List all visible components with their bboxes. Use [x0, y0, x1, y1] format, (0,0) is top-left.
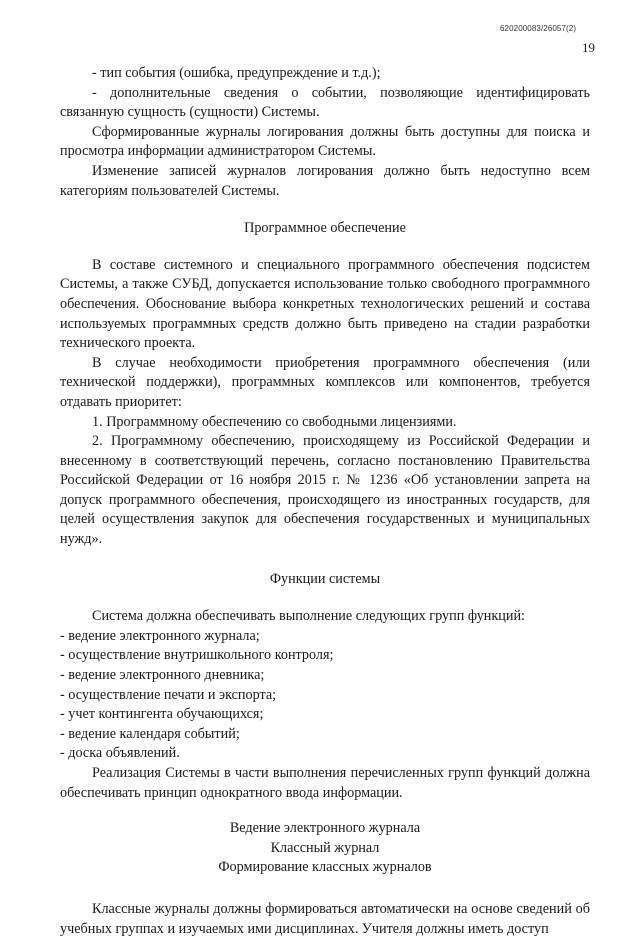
- paragraph: Реализация Системы в части выполнения перечисленных групп функций должна обеспечивать принцип однократного ввода информации.: [60, 765, 590, 801]
- list-item: 2. Программному обеспечению, происходящему из Российской Федерации и внесенному в соответствующий перечень, согласно постановлению Правительства Российской Федерации от 16 ноября 2015 г. № 1236 «Об установлении запрета на допуск программного обеспечения, происходящего из иностранных государств, для целей осуществления закупок для обеспечения государственных и муниципальных нужд».: [60, 433, 590, 548]
- section-heading-journal: Ведение электронного журнала: [229, 820, 421, 837]
- section-heading-functions: Функции системы: [269, 570, 381, 587]
- list-item: - ведение электронного журнала;: [60, 627, 260, 644]
- list-item: - осуществление печати и экспорта;: [60, 686, 277, 703]
- list-item: - ведение электронного дневника;: [60, 667, 265, 684]
- list-item: 1. Программному обеспечению со свободными лицензиями.: [92, 413, 457, 430]
- paragraph: Сформированные журналы логирования должны быть доступны для поиска и просмотра информации администратором Системы.: [60, 123, 590, 160]
- paragraph: Система должна обеспечивать выполнение следующих групп функций:: [92, 608, 525, 625]
- page-number: 19: [582, 40, 595, 55]
- subsection-heading-class-journal: Классный журнал: [270, 839, 380, 856]
- paragraph: В составе системного и специального программного обеспечения подсистем Системы, а также СУБД, допускается использование только свободного программного обеспечения. Обоснование выбора конкретных технологических решений и состава используемых программных средств должно быть приведено на стадии разработки технического проекта.: [60, 256, 590, 352]
- list-item: - осуществление внутришкольного контроля;: [60, 647, 334, 664]
- document-body: [60, 64, 590, 939]
- paragraph: Изменение записей журналов логирования должно быть недоступно всем категориям пользователей Системы.: [60, 162, 590, 199]
- list-item: - ведение календаря событий;: [60, 725, 240, 742]
- paragraph: - дополнительные сведения о событии, позволяющие идентифицировать связанную сущность (сущности) Системы.: [60, 84, 590, 121]
- subsection-heading-forming-journals: Формирование классных журналов: [218, 859, 432, 876]
- paragraph: - тип события (ошибка, предупреждение и т.д.);: [92, 65, 381, 81]
- list-item: - доска объявлений.: [60, 745, 180, 762]
- paragraph: В случае необходимости приобретения программного обеспечения (или технической поддержки), программных комплексов или компонентов, требуется отдавать приоритет:: [60, 354, 590, 410]
- list-item: - учет контингента обучающихся;: [60, 706, 264, 723]
- section-heading-software: Программное обеспечение: [244, 220, 406, 237]
- document-id: 620200083/26057(2): [500, 24, 577, 33]
- paragraph: Классные журналы должны формироваться автоматически на основе сведений об учебных группах и изучаемых ими дисциплинах. Учителя должны иметь доступ: [60, 900, 590, 937]
